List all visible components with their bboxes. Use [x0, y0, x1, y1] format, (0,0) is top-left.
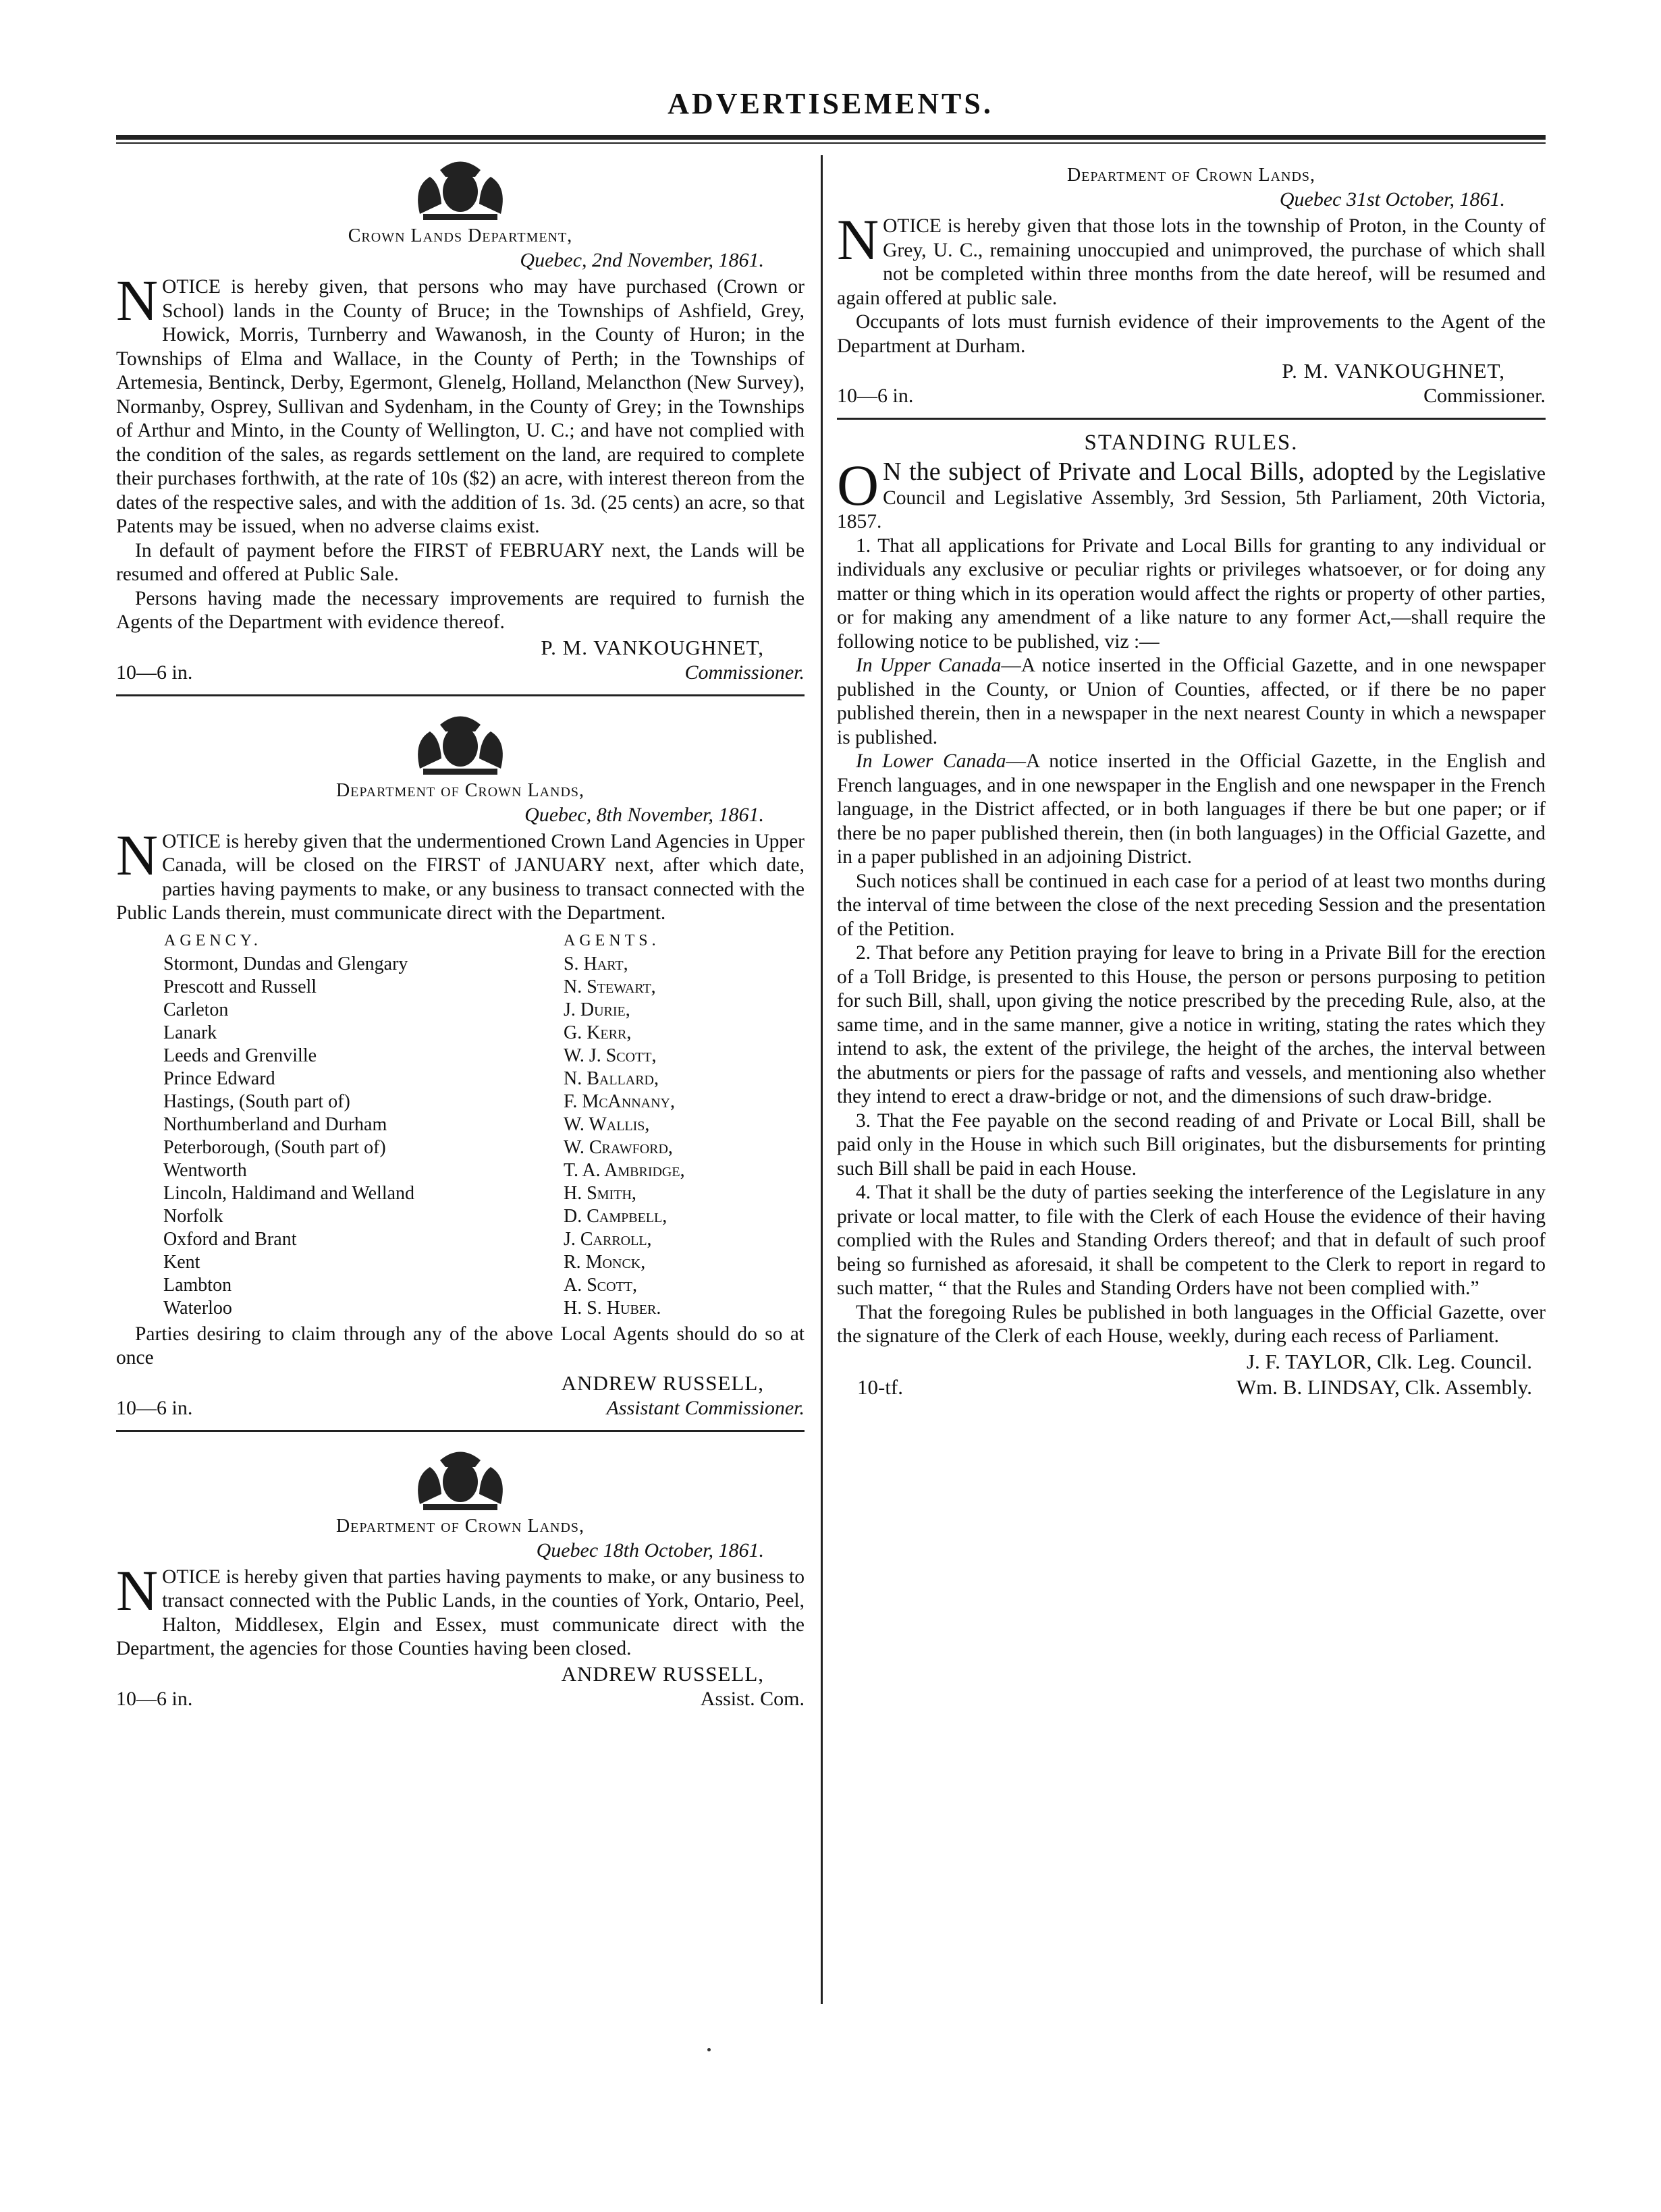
notice-body	[116, 268, 805, 635]
separator-rule	[837, 418, 1546, 420]
agency-rows	[163, 953, 757, 1320]
ad-size: 10—6 in.	[837, 385, 914, 407]
agency-name: Waterloo	[163, 1297, 232, 1319]
agent-name: S. Hart,	[563, 953, 628, 974]
signatory: ANDREW RUSSELL,	[561, 1661, 764, 1686]
notice-paragraph: Persons having made the necessary improvements are required to furnish the Agents of the Department with evidence thereof.	[116, 587, 805, 633]
ad-size: 10—6 in.	[116, 1396, 193, 1419]
agency-name: Prince Edward	[163, 1068, 275, 1089]
ad-size: 10-tf.	[857, 1375, 904, 1399]
agency-name: Carleton	[163, 999, 229, 1020]
agent-name: N. Stewart,	[563, 976, 656, 997]
dateline: Quebec, 2nd November, 1861.	[520, 249, 764, 271]
agency-name: Hastings, (South part of)	[163, 1090, 350, 1112]
upper-canada-notice	[837, 654, 1546, 750]
agency-row	[163, 999, 757, 1022]
agency-name: Leeds and Grenville	[163, 1045, 317, 1066]
notice-text: OTICE is hereby given that parties having payments to make, or any business to transact connected with the Public Lands, in the counties of York, Ontario, Peel, Halton, Middlesex, Elgin and Essex, must communicate direct with the Department, the agencies for those Counties having been closed.	[116, 1566, 805, 1659]
agency-name: Peterborough, (South part of)	[163, 1136, 386, 1158]
drop-cap: O	[837, 453, 879, 518]
agency-table	[163, 929, 757, 1320]
agents-column-header: AGENTS.	[563, 931, 660, 949]
agency-row	[163, 1068, 757, 1090]
signatory-council: J. F. TAYLOR, Clk. Leg. Council.	[1246, 1349, 1532, 1373]
agent-name: R. Monck,	[563, 1251, 646, 1273]
agency-name: Kent	[163, 1251, 200, 1273]
upper-canada-text: —A notice inserted in the Official Gazette, and in one newspaper published in the County, or Union of Counties, affected, or if there be no paper published therein, then in a newspaper in the next nearest County in which a newspaper is published.	[837, 655, 1546, 748]
advertisement-crown-lands-nov-2	[116, 150, 805, 696]
agency-row	[163, 1090, 757, 1113]
standing-rules-title: STANDING RULES.	[1084, 431, 1299, 455]
agency-row	[163, 953, 757, 976]
royal-crest-icon	[393, 150, 528, 224]
agency-name: Wentworth	[163, 1159, 247, 1181]
agent-name: N. Ballard,	[563, 1068, 659, 1089]
agent-name: J. Carroll,	[563, 1228, 652, 1250]
notice-body	[116, 822, 805, 926]
advertisement-crown-lands-nov-8	[116, 704, 805, 1432]
left-column	[116, 150, 805, 1711]
ad-size: 10—6 in.	[116, 661, 193, 684]
separator-rule	[116, 694, 805, 696]
dateline: Quebec 31st October, 1861.	[1279, 188, 1505, 211]
agency-row	[163, 1045, 757, 1068]
drop-cap: N	[837, 207, 879, 272]
notice-text: OTICE is hereby given that those lots in the township of Proton, in the County of Grey, U. C., remaining unoccupied and unimproved, the purchase of which shall not be completed within three months from the date hereof, will be resumed and again offered at public sale.	[837, 215, 1546, 309]
rules-lead: N the subject of Private and Local Bills, adopted	[883, 458, 1394, 486]
rules-lead-rest: by the Legislative Council and Legislative Assembly, 3rd Session, 5th Parliament, 20th Victoria, 1857.	[837, 463, 1546, 532]
agent-name: A. Scott,	[563, 1274, 637, 1296]
agent-name: F. McAnnany,	[563, 1090, 675, 1112]
department-heading: Department of Crown Lands,	[335, 1515, 585, 1537]
lower-canada-label: In Lower Canada	[856, 750, 1006, 772]
rule-1: 1. That all applications for Private and Local Bills for granting to any individual or individuals any exclusive or peculiar rights or privileges whatsoever, or for doing any matter or thing which in its operation would affect the rights or property of other parties, or for making any amendment of a like nature to any former Act,—shall require the following notice to be published, viz :—	[837, 534, 1546, 653]
ad-footer	[116, 1687, 805, 1711]
agent-name: W. Wallis,	[563, 1113, 650, 1135]
lower-canada-notice	[837, 750, 1546, 870]
notice-body	[116, 1323, 805, 1371]
drop-cap: N	[116, 822, 159, 887]
agent-name: T. A. Ambridge,	[563, 1159, 685, 1181]
agent-name: W. J. Scott,	[563, 1045, 657, 1066]
agency-row	[163, 976, 757, 999]
drop-cap: N	[116, 268, 159, 333]
notice-body	[116, 1557, 805, 1661]
agency-row	[163, 1182, 757, 1205]
advertisement-crown-lands-oct-18	[116, 1440, 805, 1711]
agency-row	[163, 1297, 757, 1320]
signatory-role: Commissioner.	[1423, 385, 1546, 407]
notice-text: OTICE is hereby given, that persons who may have purchased (Crown or School) lands in the County of Bruce; in the Townships of Ashfield, Grey, Howick, Morris, Turnberry and Wawanosh, in the County of Huron; in the Townships of Elma and Wallace, in the County of Perth; in the Townships of Artemesia, Bentinck, Derby, Egermont, Glenelg, Holland, Melancthon (New Survey), Normanby, Osprey, Sullivan and Sydenham, in the County of Grey; in the Townships of Arthur and Minto, in the County of Wellington, U. C.; and have not complied with the condition of the sales, as regards settlement on the land, are required to complete their purchases forthwith, at the rate of 10s ($2) an acre, with interest thereon from the dates of the respective sales, and with the addition of 1s. 3d. (25 cents) an acre, so that Patents may be issued, when no adverse claims exist.	[116, 276, 805, 537]
agency-row	[163, 1136, 757, 1159]
notice-continuation: Such notices shall be continued in each case for a period of at least two months during the interval of time between the close of the next preceding Session and the presentation of the Petition.	[837, 870, 1546, 940]
agency-name: Lanark	[163, 1022, 217, 1043]
title-rule	[116, 135, 1546, 140]
signatory-role: Assist. Com.	[700, 1687, 805, 1710]
signatory-role: Assistant Commissioner.	[606, 1396, 805, 1419]
agent-name: H. Smith,	[563, 1182, 636, 1204]
rules-closing: That the foregoing Rules be published in both languages in the Official Gazette, over the signature of the Clerk of each House, weekly, during each recess of Parliament.	[837, 1301, 1546, 1347]
rule-2: 2. That before any Petition praying for leave to bring in a Private Bill for the erection of a Toll Bridge, is presented to this House, the person or persons purposing to petition for such Bill, shall, upon giving the notice prescribed by the preceding Rule, also, at the same time, and in the same manner, give a notice in writing, stating the rates which they intend to ask, the extent of the privilege, the height of the arches, the interval between the abutments or piers for the passage of rafts and vessels, and mentioning also whether they intend to erect a draw-bridge or not, and the dimensions of such draw-bridge.	[837, 942, 1546, 1107]
notice-paragraph: Parties desiring to claim through any of the above Local Agents should do so at once	[116, 1323, 805, 1368]
agent-name: H. S. Huber.	[563, 1297, 661, 1319]
department-heading: Crown Lands Department,	[348, 225, 573, 246]
ad-footer	[837, 384, 1546, 408]
agency-row	[163, 1205, 757, 1228]
lower-canada-text: —A notice inserted in the Official Gazette, in the English and French languages, and in one newspaper in the English and one newspaper in the French language, in the District affected, or in both languages if there be but one paper; or if there be no paper published therein, then (in both languages) in the Official Gazette, and in a paper published in an adjoining District.	[837, 750, 1546, 868]
signatory: ANDREW RUSSELL,	[561, 1371, 764, 1395]
drop-cap: N	[116, 1557, 159, 1623]
signatory: P. M. VANKOUGHNET,	[541, 635, 764, 659]
right-column	[837, 150, 1546, 1400]
signatory-role: Commissioner.	[684, 661, 805, 684]
notice-text: OTICE is hereby given that the undermentioned Crown Land Agencies in Upper Canada, will be closed on the FIRST of JANUARY next, after which date, parties having payments to make, or any business to transact connected with the Public Lands therein, must communicate direct with the Department.	[116, 830, 805, 924]
rule-4: 4. That it shall be the duty of parties seeking the interference of the Legislature in any private or local matter, to file with the Clerk of each House the evidence of their having complied with the Rules and Standing Orders thereof; and that in default of such proof being so furnished as aforesaid, it shall be competent to the Clerk to report in regard to such matter, “ that the Rules and Standing Orders have not been complied with.”	[837, 1182, 1546, 1299]
agency-row	[163, 1113, 757, 1136]
agency-row	[163, 1228, 757, 1251]
rules-body	[837, 453, 1546, 1349]
upper-canada-label: In Upper Canada	[856, 655, 1002, 676]
agency-name: Prescott and Russell	[163, 976, 317, 997]
notice-body	[837, 207, 1546, 358]
agency-name: Northumberland and Durham	[163, 1113, 387, 1135]
agency-name: Oxford and Brant	[163, 1228, 297, 1250]
dateline: Quebec 18th October, 1861.	[536, 1539, 764, 1561]
rules-footer	[837, 1375, 1546, 1400]
department-heading: Department of Crown Lands,	[335, 779, 585, 801]
agent-name: J. Durie,	[563, 999, 630, 1020]
notice-paragraph: In default of payment before the FIRST of FEBRUARY next, the Lands will be resumed and offered at Public Sale.	[116, 539, 805, 585]
royal-crest-icon	[393, 1440, 528, 1514]
agency-row	[163, 1251, 757, 1274]
agency-name: Lambton	[163, 1274, 232, 1296]
department-heading: Department of Crown Lands,	[1066, 165, 1316, 186]
ad-size: 10—6 in.	[116, 1687, 193, 1710]
advertisement-crown-lands-oct-31	[837, 163, 1546, 420]
royal-crest-icon	[393, 704, 528, 779]
signatory: P. M. VANKOUGHNET,	[1282, 359, 1505, 383]
agent-name: W. Crawford,	[563, 1136, 673, 1158]
agency-row	[163, 1274, 757, 1297]
page-title: ADVERTISEMENTS.	[668, 87, 993, 120]
dateline: Quebec, 8th November, 1861.	[524, 803, 764, 826]
agency-name: Stormont, Dundas and Glengary	[163, 953, 408, 974]
title-rule-thin	[116, 142, 1546, 144]
separator-rule	[116, 1430, 805, 1432]
agent-name: D. Campbell,	[563, 1205, 668, 1227]
agency-name: Norfolk	[163, 1205, 223, 1227]
agency-row	[163, 1159, 757, 1182]
standing-rules	[837, 428, 1546, 1400]
agency-row	[163, 1022, 757, 1045]
ad-footer	[116, 1396, 805, 1420]
page-mark	[707, 2048, 711, 2051]
ad-footer	[116, 661, 805, 685]
agency-name: Lincoln, Haldimand and Welland	[163, 1182, 415, 1204]
signatory-assembly: Wm. B. LINDSAY, Clk. Assembly.	[1236, 1375, 1532, 1399]
rule-3: 3. That the Fee payable on the second reading of and Private or Local Bill, shall be paid only in the House in which such Bill originates, but the disbursements for printing such Bill shall be paid in each House.	[837, 1109, 1546, 1180]
agent-name: G. Kerr,	[563, 1022, 632, 1043]
agency-column-header: AGENCY.	[164, 931, 262, 949]
column-divider	[821, 155, 823, 2004]
notice-paragraph: Occupants of lots must furnish evidence of their improvements to the Agent of the Department at Durham.	[837, 311, 1546, 357]
